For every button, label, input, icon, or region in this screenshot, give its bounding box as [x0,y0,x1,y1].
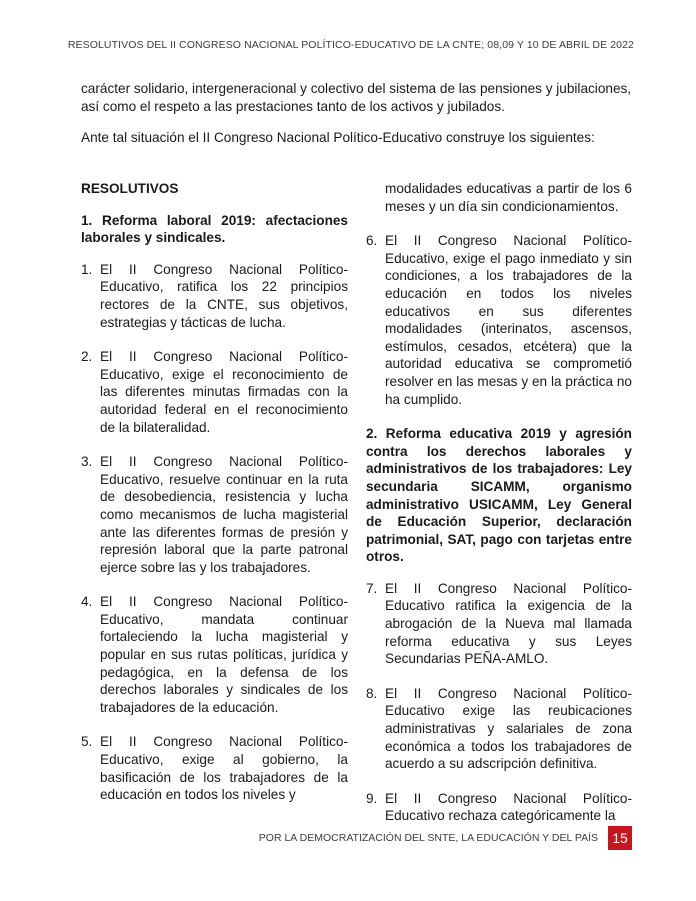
item-text: El II Congreso Nacional Político-Educativo, exige el reconocimiento de las diferentes minutas firmadas con la autoridad federal en el reconocimiento de la bilateralidad. [100,349,348,435]
intro-text [81,80,634,161]
intro-paragraph-1: carácter solidario, intergeneracional y colectivo del sistema de las pensiones y jubilaciones, así como el respeto a las prestaciones tanto de los activos y jubilados. [81,81,632,114]
list-item [81,261,348,331]
item-text: El II Congreso Nacional Político-Educativo, exige el pago inmediato y sin condiciones, a los trabajadores de la educación en todos los niveles educativos en sus diferentes modalidades (interinatos, ascensos, estímulos, cesados, etcétera) que la autoridad educativa se comprometió resolver en las mesas y en la práctica no ha cumplido. [385,233,632,407]
section-2-title: 2. Reforma educativa 2019 y agresión contra los derechos laborales y administrativos de los trabajadores: Ley secundaria SICAMM, organismo administrativo USICAMM, Ley General de Educación Superior, declaración patrimonial, SAT, pago con tarjetas entre otros. [366,426,632,565]
item-text: El II Congreso Nacional Político-Educativo, exige al gobierno, la basificación de los trabajadores de la educación en todos los niveles y [100,734,348,803]
resolutions-list-left [81,261,348,804]
item-text: El II Congreso Nacional Político-Educativo, ratifica los 22 principios rectores de la CNTE, sus objetivos, estrategias y tácticas de lucha. [100,261,348,330]
item-text: El II Congreso Nacional Político-Educativo, resuelve continuar en la ruta de desobediencia, resistencia y lucha como mecanismos de lucha magisterial ante las diferentes formas de presión y represión laboral que la parte patronal ejerce sobre las y los trabajadores. [100,454,348,575]
item-text: El II Congreso Nacional Político-Educativo rechaza categóricamente la [385,790,632,824]
item-number: 1. [81,261,93,277]
item-text: El II Congreso Nacional Político-Educativo, mandata continuar fortaleciendo la lucha magisterial y popular en sus rutas políticas, jurídica y pedagógica, en la defensa de los derechos laborales y sindicales de los trabajadores de la educación. [100,594,348,715]
item-text: El II Congreso Nacional Político-Educativo exige las reubicaciones administrativas y salariales de zona económica a todos los trabajadores de acuerdo a su adscripción definitiva. [385,685,632,772]
item-number: 9. [366,790,378,806]
list-item [366,232,632,408]
item-number: 6. [366,233,378,249]
item-number: 4. [81,594,93,610]
footer-slogan: POR LA DEMOCRATIZACIÓN DEL SNTE, LA EDUCACIÓN Y DEL PAÍS [258,832,598,844]
intro-paragraph-2: Ante tal situación el II Congreso Nacional Político-Educativo construye los siguientes: [81,130,595,146]
right-column [366,180,632,842]
list-item [366,685,632,773]
left-column [81,180,348,821]
list-item [81,593,348,716]
item-text: El II Congreso Nacional Político-Educativo ratifica la exigencia de la abrogación de la Nueva mal llamada reforma educativa y sus Leyes Secundarias PEÑA-AMLO. [385,580,632,667]
list-item [366,580,632,668]
running-header: RESOLUTIVOS DEL II CONGRESO NACIONAL POLÍTICO-EDUCATIVO DE LA CNTE; 08,09 Y 10 DE ABRIL DE 2022 [67,39,634,51]
page-footer [259,826,632,850]
item-number: 8. [366,685,378,701]
resolutions-list-right-a [366,232,632,408]
list-item [81,453,348,576]
page-number-badge: 15 [608,826,632,850]
item-number: 5. [81,734,93,750]
item-number: 3. [81,454,93,470]
resolutions-list-right-b [366,580,632,825]
list-item [81,733,348,803]
section-1-title: 1. Reforma laboral 2019: afectaciones laborales y sindicales. [81,212,348,246]
item-number: 7. [366,580,378,596]
list-item [366,790,632,825]
item-5-continuation: modalidades educativas a partir de los 6 meses y un día sin condicionamientos. [385,181,632,214]
list-item [81,348,348,436]
resolutivos-heading: RESOLUTIVOS [81,181,179,196]
item-number: 2. [81,349,93,365]
